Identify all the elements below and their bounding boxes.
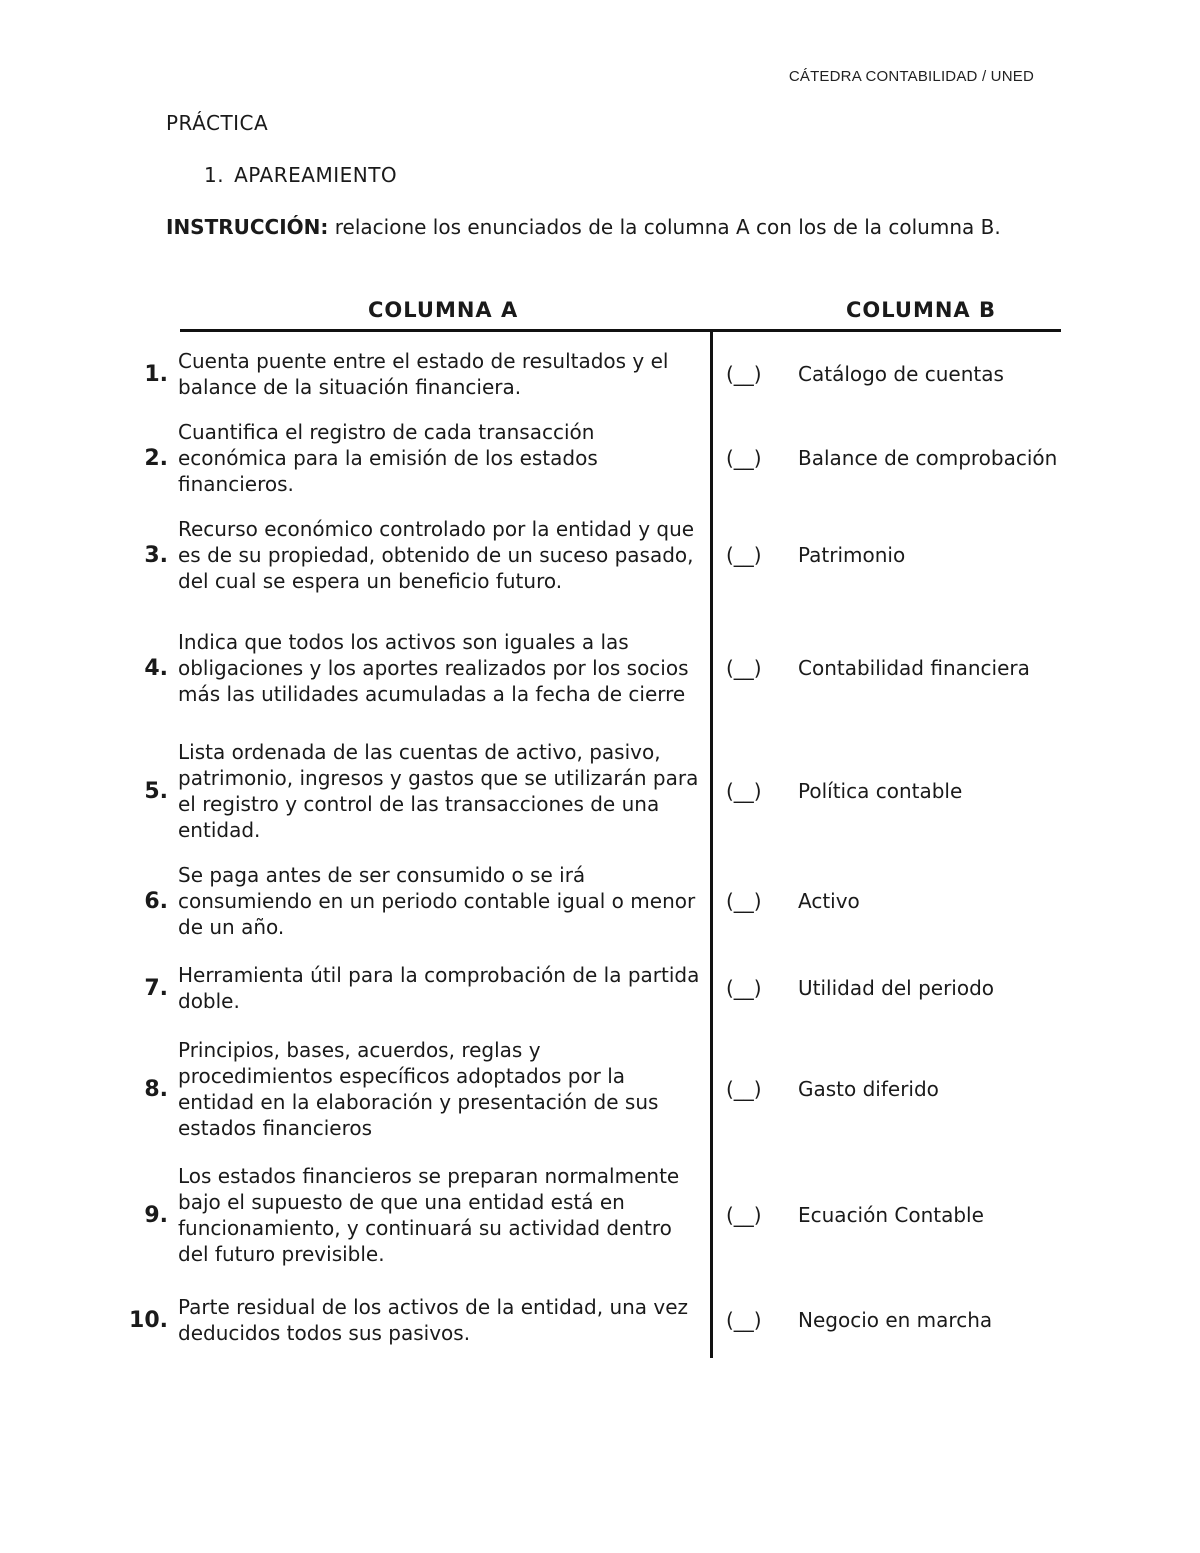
column-a-header: COLUMNA A — [368, 298, 519, 322]
column-b-term: Negocio en marcha — [798, 1307, 993, 1332]
column-a-statement: Cuantifica el registro de cada transacción económica para la emisión de los estados financieros. — [178, 420, 598, 496]
row-number: 5. — [144, 778, 168, 804]
matching-row-7 — [120, 962, 1060, 1014]
row-number: 6. — [144, 888, 168, 914]
matching-row-2 — [120, 419, 1060, 497]
answer-blank[interactable]: (__) — [726, 976, 762, 1000]
row-number: 7. — [144, 975, 168, 1001]
row-number: 4. — [144, 655, 168, 681]
section-heading — [204, 163, 397, 187]
answer-blank[interactable]: (__) — [726, 1203, 762, 1227]
instruction-text: relacione los enunciados de la columna A con los de la columna B. — [334, 215, 1001, 239]
matching-row-6 — [120, 862, 1060, 940]
answer-blank[interactable]: (__) — [726, 889, 762, 913]
column-b-term: Activo — [798, 888, 860, 913]
answer-blank[interactable]: (__) — [726, 656, 762, 680]
column-b-term: Contabilidad financiera — [798, 655, 1030, 680]
column-b-term: Gasto diferido — [798, 1076, 939, 1101]
row-number: 3. — [144, 542, 168, 568]
column-b-term: Política contable — [798, 778, 963, 803]
matching-row-5 — [120, 739, 1060, 843]
instruction-label: INSTRUCCIÓN: — [166, 215, 329, 239]
column-b-term: Ecuación Contable — [798, 1202, 984, 1227]
column-b-term: Utilidad del periodo — [798, 975, 995, 1000]
column-b-term: Catálogo de cuentas — [798, 361, 1004, 386]
page-title: PRÁCTICA — [166, 111, 269, 135]
row-number: 9. — [144, 1202, 168, 1228]
matching-row-8 — [120, 1037, 1060, 1141]
column-a-statement: Cuenta puente entre el estado de resultados y el balance de la situación financiera. — [178, 349, 669, 399]
matching-row-3 — [120, 516, 1060, 594]
column-a-statement: Herramienta útil para la comprobación de la partida doble. — [178, 963, 700, 1013]
column-b-term: Balance de comprobación — [798, 445, 1058, 470]
row-number: 8. — [144, 1076, 168, 1102]
answer-blank[interactable]: (__) — [726, 446, 762, 470]
matching-row-4 — [120, 616, 1060, 720]
row-number: 10. — [129, 1307, 168, 1333]
matching-row-10 — [120, 1294, 1060, 1346]
column-a-statement: Parte residual de los activos de la entidad, una vez deducidos todos sus pasivos. — [178, 1295, 689, 1345]
row-number: 2. — [144, 445, 168, 471]
column-a-statement: Principios, bases, acuerdos, reglas y procedimientos específicos adoptados por la entidad en la elaboración y presentación de sus estados financieros — [178, 1038, 659, 1140]
header-divider-line — [180, 329, 1061, 332]
column-a-statement: Recurso económico controlado por la entidad y que es de su propiedad, obtenido de un suceso pasado, del cual se espera un beneficio futuro. — [178, 517, 695, 593]
column-a-statement: Indica que todos los activos son iguales a las obligaciones y los aportes realizados por los socios más las utilidades acumuladas a la fecha de cierre — [178, 630, 689, 706]
answer-blank[interactable]: (__) — [726, 1077, 762, 1101]
section-title: APAREAMIENTO — [234, 163, 398, 187]
column-b-header: COLUMNA B — [846, 298, 996, 322]
column-a-statement: Los estados financieros se preparan normalmente bajo el supuesto de que una entidad está en funcionamiento, y continuará su actividad dentro del futuro previsible. — [178, 1164, 680, 1266]
answer-blank[interactable]: (__) — [726, 543, 762, 567]
column-a-statement: Lista ordenada de las cuentas de activo, pasivo, patrimonio, ingresos y gastos que se utilizarán para el registro y control de las transacciones de una entidad. — [178, 740, 699, 842]
matching-row-9 — [120, 1163, 1060, 1267]
document-header: CÁTEDRA CONTABILIDAD / UNED — [788, 68, 1034, 85]
section-number: 1. — [204, 163, 225, 187]
column-b-term: Patrimonio — [798, 542, 906, 567]
answer-blank[interactable]: (__) — [726, 1308, 762, 1332]
row-number: 1. — [144, 361, 168, 387]
instruction-paragraph — [166, 213, 1034, 241]
column-a-statement: Se paga antes de ser consumido o se irá consumiendo en un periodo contable igual o menor de un año. — [178, 863, 696, 939]
matching-row-1 — [120, 348, 1060, 400]
answer-blank[interactable]: (__) — [726, 362, 762, 386]
answer-blank[interactable]: (__) — [726, 779, 762, 803]
